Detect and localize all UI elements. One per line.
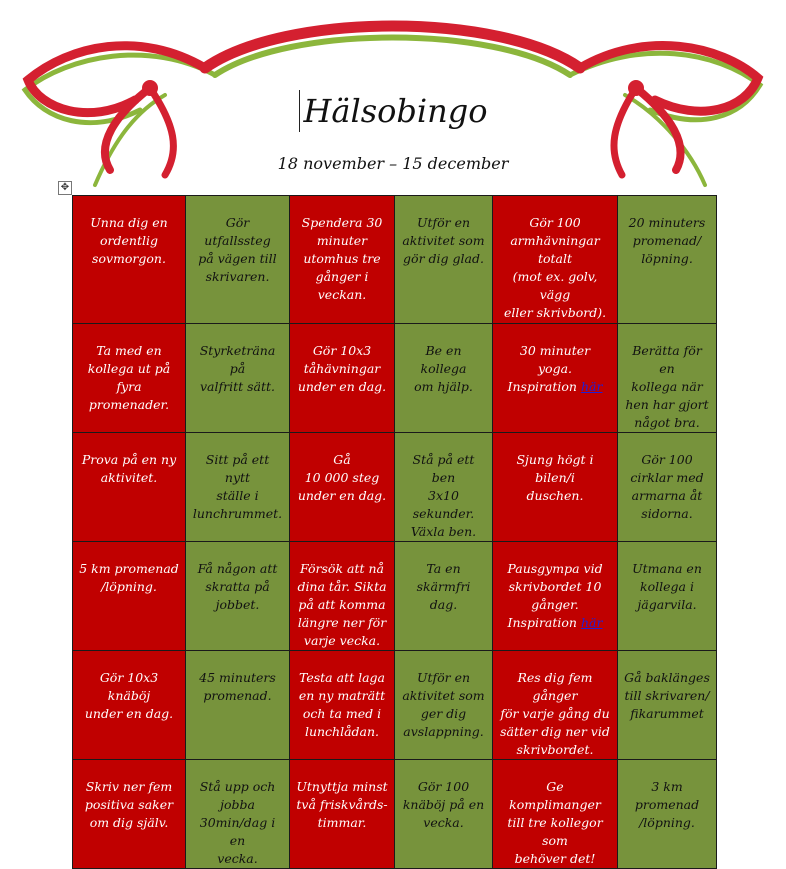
bingo-cell [395, 542, 493, 651]
table-row [73, 542, 717, 651]
bingo-cell [493, 651, 618, 760]
bingo-cell [395, 651, 493, 760]
bingo-cell-text: Skriv ner fem positiva saker om dig själv. [84, 779, 174, 830]
bingo-cell [618, 542, 717, 651]
bingo-cell [186, 324, 290, 433]
bingo-cell [290, 196, 395, 324]
bingo-cell [618, 433, 717, 542]
bingo-cell [493, 760, 618, 869]
bingo-cell [493, 542, 618, 651]
bingo-cell-text: Utnyttja minst två friskvårds- timmar. [296, 779, 388, 830]
bingo-cell-text: Utför en aktivitet som ger dig avslappning. [402, 670, 485, 739]
bingo-cell [493, 433, 618, 542]
bingo-cell [186, 760, 290, 869]
bingo-cell [290, 542, 395, 651]
bingo-cell-text: Gör 10x3 tåhävningar under en dag. [297, 343, 387, 394]
bingo-cell-text: Prova på en ny aktivitet. [81, 452, 177, 485]
bingo-cell [618, 651, 717, 760]
bingo-cell [290, 651, 395, 760]
bingo-cell [186, 433, 290, 542]
bingo-cell [395, 760, 493, 869]
bingo-cell-text: Testa att laga en ny maträtt och ta med i lunchlådan. [298, 670, 386, 739]
bingo-cell-text: Gör 100 armhävningar totalt (mot ex. golv, vägg eller skrivbord). [503, 215, 607, 320]
bingo-cell-text: Gör 100 knäböj på en vecka. [402, 779, 485, 830]
bingo-cell [395, 324, 493, 433]
bingo-cell-text: 45 minuters promenad. [199, 670, 276, 703]
bingo-cell [73, 433, 186, 542]
bingo-cell [73, 760, 186, 869]
bingo-cell-text: 20 minuters promenad/ löpning. [628, 215, 706, 266]
bingo-cell-text: 3 km promenad /löpning. [634, 779, 700, 830]
bingo-cell-text: 5 km promenad /löpning. [79, 561, 179, 594]
inspiration-link[interactable]: här [580, 615, 603, 630]
bingo-cell-text: Gå baklänges till skrivaren/ fikarummet [624, 670, 710, 721]
bingo-cell [186, 542, 290, 651]
bingo-cell [395, 196, 493, 324]
bingo-cell [493, 196, 618, 324]
bingo-cell-text: Styrketräna på valfritt sätt. [199, 343, 276, 394]
bingo-cell-text: Berätta för en kollega när hen har gjort något bra. [625, 343, 709, 430]
bingo-cell [290, 433, 395, 542]
bingo-cell-text: Unna dig en ordentlig sovmorgon. [90, 215, 168, 266]
bingo-cell [186, 651, 290, 760]
bingo-cell-text: Spendera 30 minuter utomhus tre gånger i veckan. [301, 215, 383, 302]
page-title[interactable]: Hälsobingo [299, 90, 488, 132]
bingo-cell-text: 30 minuter yoga. Inspiration [507, 343, 591, 394]
bingo-cell-text: Försök att nå dina tår. Sikta på att komma längre ner för varje vecka. [297, 561, 387, 648]
bingo-cell-text: Få någon att skratta på jobbet. [197, 561, 278, 612]
bingo-cell [73, 196, 186, 324]
table-row [73, 433, 717, 542]
table-row [73, 760, 717, 869]
bingo-cell [186, 196, 290, 324]
bingo-cell-text: Gå 10 000 steg under en dag. [297, 452, 387, 503]
bingo-cell [395, 433, 493, 542]
bingo-cell-text: Stå på ett ben 3x10 sekunder. Växla ben. [410, 452, 477, 539]
table-move-handle-icon[interactable]: ✥ [58, 181, 72, 195]
bingo-cell-text: Ge komplimanger till tre kollegor som behöver det! [507, 779, 603, 866]
bingo-cell-text: Res dig fem gånger för varje gång du sätter dig ner vid skrivbordet. [500, 670, 610, 757]
bingo-cell [618, 760, 717, 869]
bingo-grid [72, 195, 717, 869]
bingo-cell-text: Utför en aktivitet som gör dig glad. [402, 215, 485, 266]
bingo-cell [73, 324, 186, 433]
date-range: 18 november – 15 december [277, 154, 509, 173]
bingo-cell [73, 542, 186, 651]
bingo-cell-text: Ta med en kollega ut på fyra promenader. [87, 343, 171, 412]
bingo-cell-text: Utmana en kollega i jägarvila. [632, 561, 702, 612]
bingo-cell [618, 196, 717, 324]
table-row [73, 651, 717, 760]
bingo-cell-text: Sjung högt i bilen/i duschen. [516, 452, 594, 503]
table-row [73, 196, 717, 324]
table-row [73, 324, 717, 433]
bingo-cell-text: Gör 10x3 knäböj under en dag. [84, 670, 174, 721]
bingo-cell [493, 324, 618, 433]
bingo-cell-text: Sitt på ett nytt ställe i lunchrummet. [192, 452, 283, 521]
bingo-cell [73, 651, 186, 760]
bingo-cell-text: Pausgympa vid skrivbordet 10 gånger. Inspiration [507, 561, 603, 630]
bingo-cell [618, 324, 717, 433]
bingo-cell-text: Gör 100 cirklar med armarna åt sidorna. [630, 452, 704, 521]
inspiration-link[interactable]: här [580, 379, 603, 394]
bingo-cell-text: Gör utfallssteg på vägen till skrivaren. [198, 215, 277, 284]
bingo-cell-text: Ta en skärmfri dag. [416, 561, 471, 612]
bingo-cell-text: Be en kollega om hjälp. [414, 343, 473, 394]
bingo-cell-text: Stå upp och jobba 30min/dag i en vecka. [199, 779, 276, 866]
bingo-cell [290, 760, 395, 869]
bingo-cell [290, 324, 395, 433]
